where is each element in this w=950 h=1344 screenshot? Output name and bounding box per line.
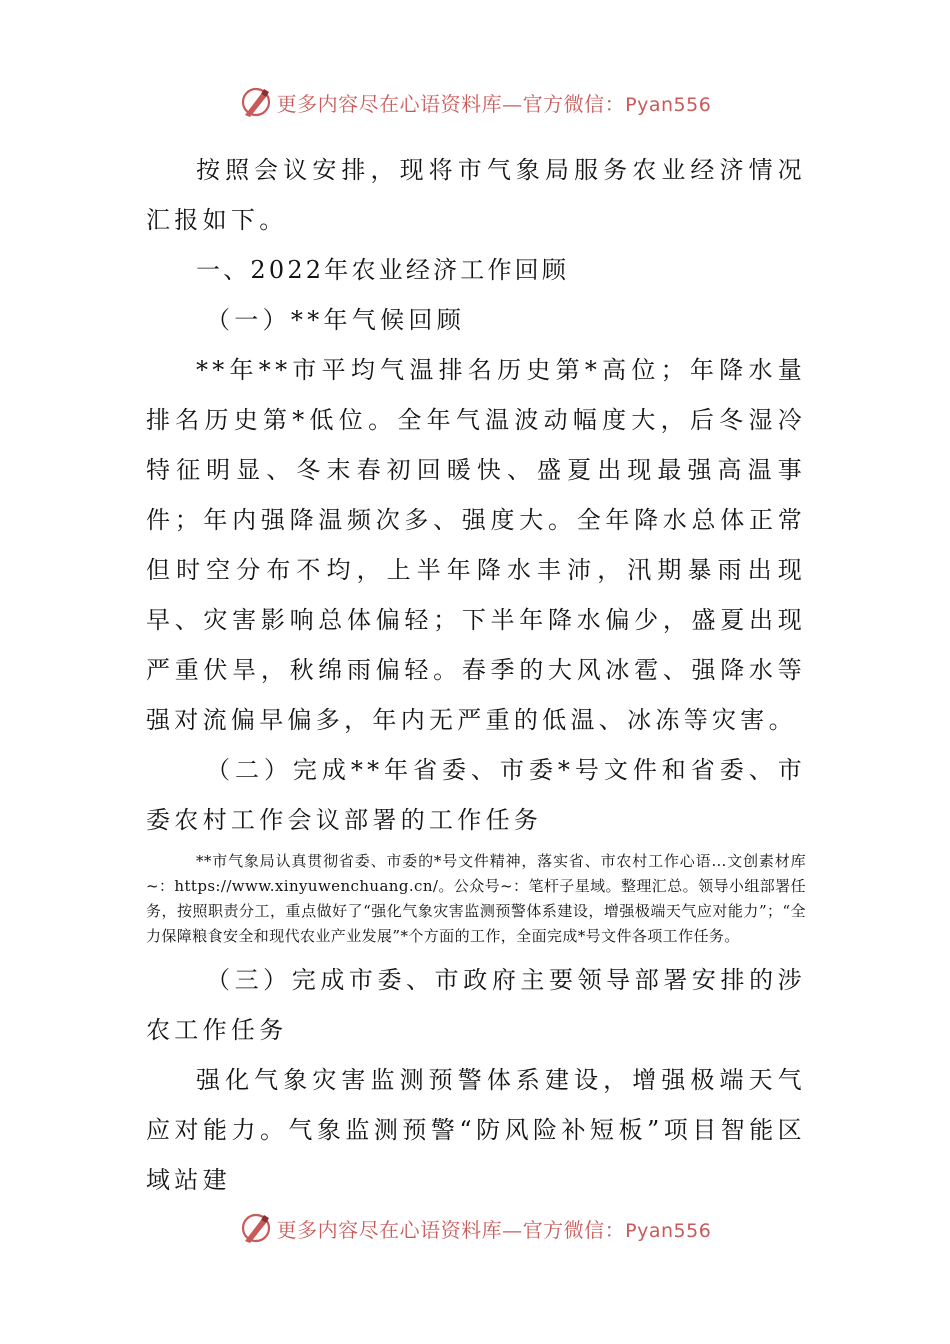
subsection-heading-1: （一）**年气候回顾 (206, 306, 465, 334)
section-heading-1: 一、2022年农业经济工作回顾 (196, 256, 570, 284)
intro-paragraph: 按照会议安排，现将市气象局服务农业经济情况汇报如下。 (146, 156, 806, 234)
watermark-text: 更多内容尽在心语资料库—官方微信：Pyan556 (276, 91, 712, 116)
subsection-heading-3: （三）完成市委、市政府主要领导部署安排的涉农工作任务 (146, 966, 806, 1044)
watermark-header (0, 82, 950, 122)
climate-review-paragraph: **年**市平均气温排名历史第*高位；年降水量排名历史第*低位。全年气温波动幅度大，后冬湿冷特征明显、冬末春初回暖快、盛夏出现最强高温事件；年内强降温频次多、强度大。全年降水总体正常但时空分布不均，上半年降水丰沛，汛期暴雨出现早、灾害影响总体偏轻；下半年降水偏少，盛夏出现严重伏旱，秋绵雨偏轻。春季的大风冰雹、强降水等强对流偏早偏多，年内无严重的低温、冰冻等灾害。 (146, 356, 806, 734)
tasks-paragraph: **市气象局认真贯彻省委、市委的*号文件精神，落实省、市农村工作心语…文创素材库~：https://www.xinyuwenchuang.cn/。公众号~：笔杆子星域。整理汇总。领导小组部署任务，按照职责分工，重点做好了“强化气象灾害监测预警体系建设，增强极端天气应对能力”；“全力保障粮食安全和现代农业产业发展”*个方面的工作，全面完成*号文件各项工作任务。 (146, 852, 806, 945)
watermark-text: 更多内容尽在心语资料库—官方微信：Pyan556 (276, 1217, 712, 1242)
pen-logo-icon (239, 85, 273, 119)
watermark-wechat-id: Pyan556 (625, 1219, 712, 1242)
document-body (146, 145, 806, 1205)
subsection-heading-2: （二）完成**年省委、市委*号文件和省委、市委农村工作会议部署的工作任务 (146, 756, 806, 834)
watermark-footer (0, 1208, 950, 1248)
monitoring-paragraph: 强化气象灾害监测预警体系建设，增强极端天气应对能力。气象监测预警“防风险补短板”项目智能区域站建 (146, 1066, 806, 1194)
pen-logo-icon (239, 1211, 273, 1245)
watermark-wechat-id: Pyan556 (625, 93, 712, 116)
